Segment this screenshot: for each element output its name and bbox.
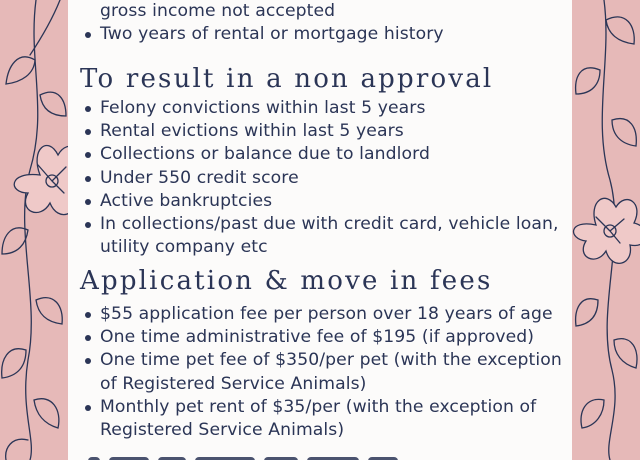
list-item: One time pet fee of $350/per pet (with the exception: [70, 349, 562, 372]
list-item: In collections/past due with credit card, vehicle loan,: [70, 213, 559, 236]
list-item: Registered Service Animals): [100, 420, 345, 441]
section-heading-non-approval: To result in a non approval: [80, 64, 494, 94]
list-item: $55 application fee per person over 18 years of age: [70, 303, 562, 326]
content-panel: [68, 0, 572, 460]
list-item: Active bankruptcies: [70, 190, 559, 213]
next-heading-fragment: [88, 452, 407, 460]
list-item: Felony convictions within last 5 years: [70, 97, 559, 120]
fees-list: [70, 303, 562, 442]
list-item: Collections or balance due to landlord: [70, 143, 559, 166]
list-item: of Registered Service Animals): [100, 373, 367, 394]
requirements-list: [70, 0, 444, 46]
list-item: Rental evictions within last 5 years: [70, 120, 559, 143]
list-item: Two years of rental or mortgage history: [70, 23, 444, 46]
list-item: gross income not accepted: [100, 1, 336, 21]
list-item: Monthly pet rent of $35/per (with the exception of: [70, 396, 562, 419]
list-item: utility company etc: [100, 237, 268, 258]
list-item: Under 550 credit score: [70, 167, 559, 190]
non-approval-list: [70, 97, 559, 259]
list-item: One time administrative fee of $195 (if approved): [70, 326, 562, 349]
section-heading-fees: Application & move in fees: [80, 266, 493, 296]
